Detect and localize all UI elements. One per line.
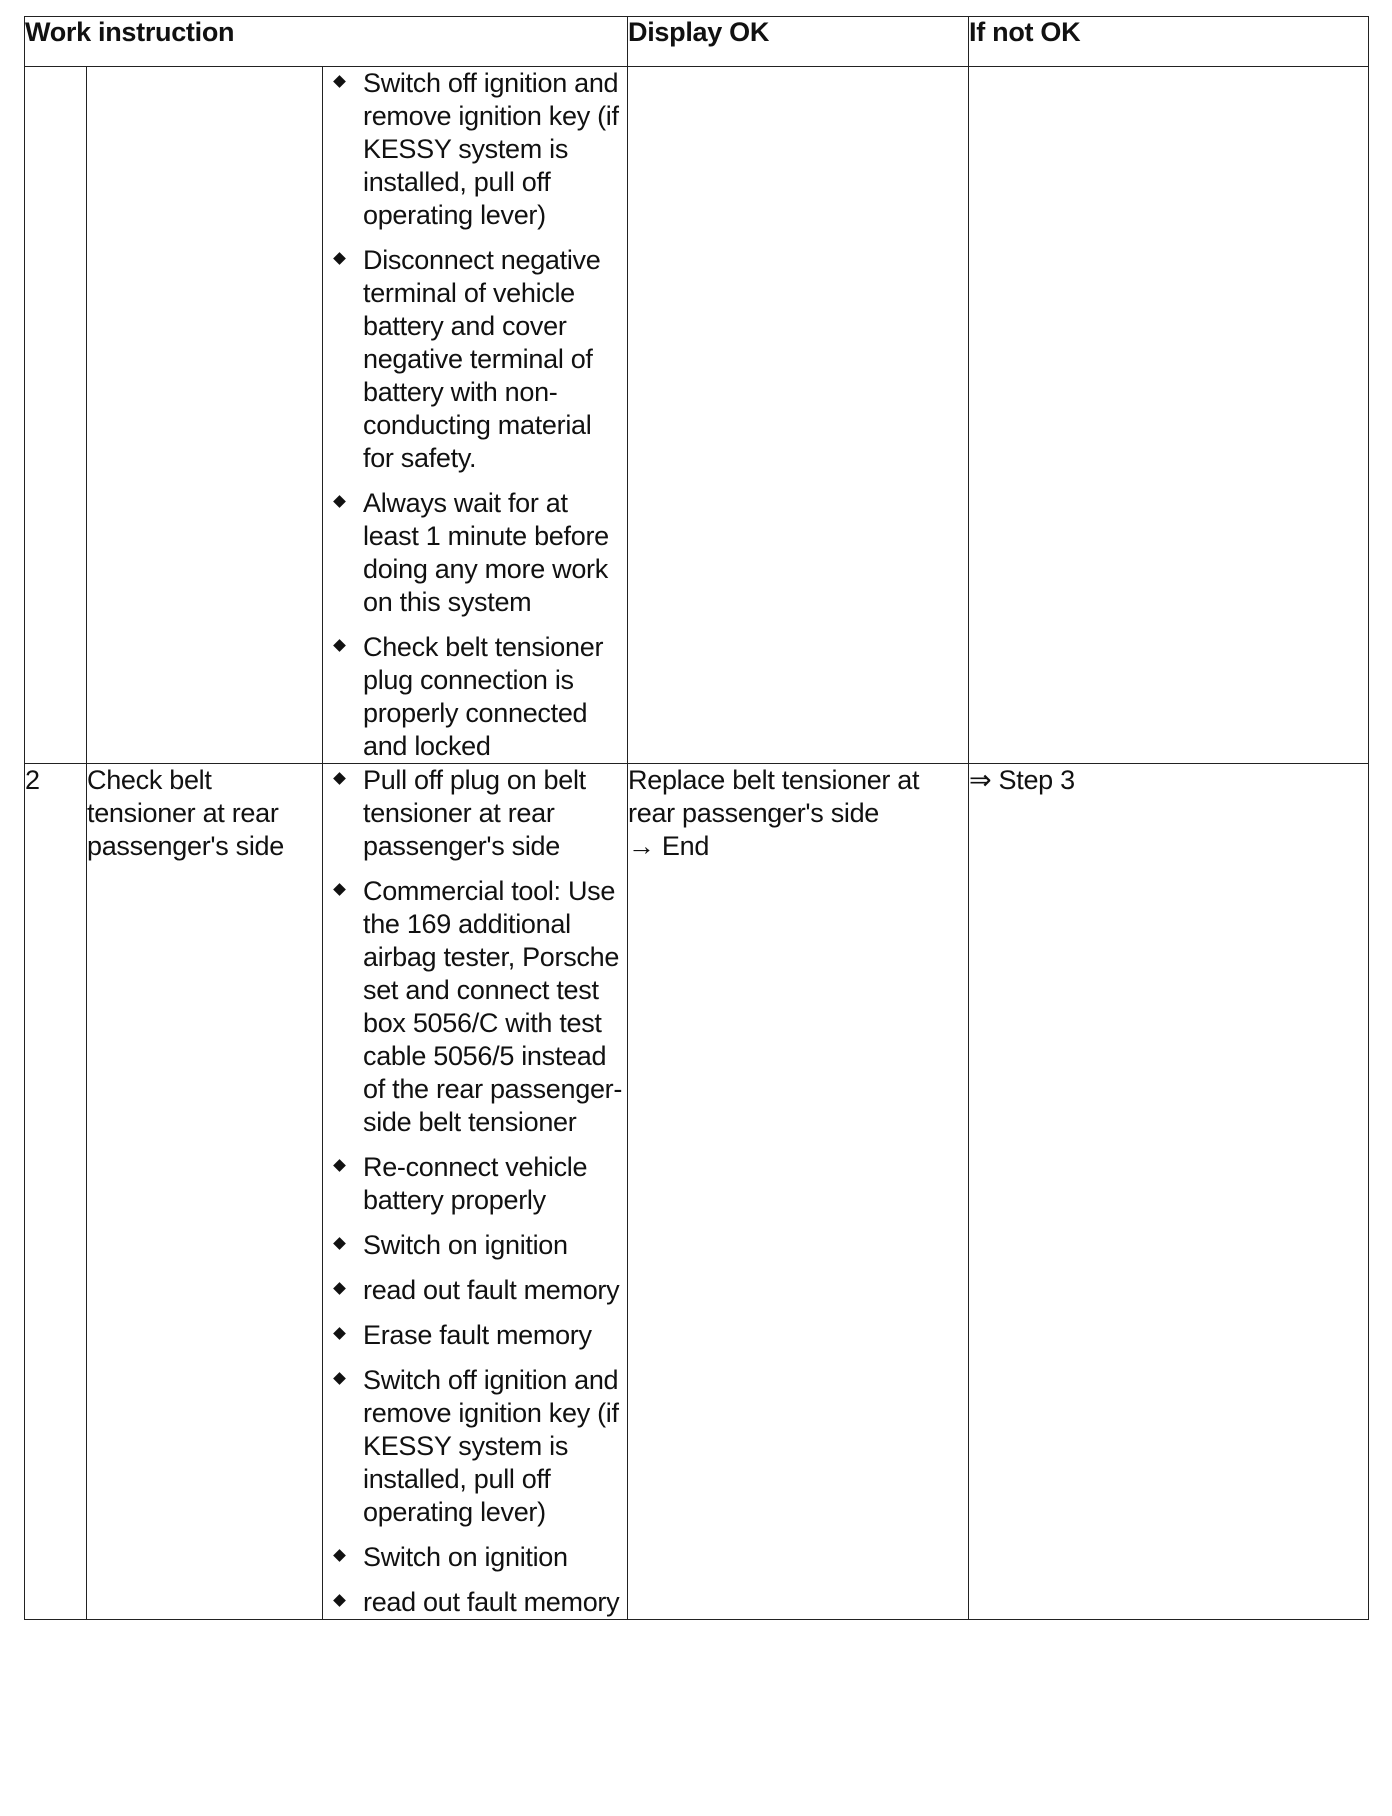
action-item: read out fault memory [323, 1274, 627, 1307]
action-item: Commercial tool: Use the 169 additional airbag tester, Porsche set and connect test box 5056/C with test cable 5056/5 instead of the rear passenger-side belt tensioner [323, 875, 627, 1139]
diamond-bullet-icon [333, 1327, 346, 1340]
action-item: Erase fault memory [323, 1319, 627, 1352]
diamond-bullet-icon [333, 1159, 346, 1172]
diamond-bullet-icon [333, 1372, 346, 1385]
action-item: Switch off ignition and remove ignition key (if KESSY system is installed, pull off operating lever) [323, 67, 627, 232]
action-item: Pull off plug on belt tensioner at rear passenger's side [323, 764, 627, 863]
diamond-bullet-icon [333, 883, 346, 896]
action-item: Switch on ignition [323, 1229, 627, 1262]
diamond-bullet-icon [333, 772, 346, 785]
step-number: 2 [25, 764, 87, 1620]
diamond-bullet-icon [333, 1282, 346, 1295]
diamond-bullet-icon [333, 495, 346, 508]
action-item: Always wait for at least 1 minute before doing any more work on this system [323, 487, 627, 619]
diamond-bullet-icon [333, 1549, 346, 1562]
step-title: Check belt tensioner at rear passenger's side [87, 764, 323, 1620]
if-not-ok-cell [969, 67, 1369, 764]
header-if-not-ok: If not OK [969, 17, 1369, 67]
action-item: Disconnect negative terminal of vehicle battery and cover negative terminal of battery with non-conducting material for safety. [323, 244, 627, 475]
header-work-instruction: Work instruction [25, 17, 628, 67]
work-instruction-table [24, 16, 1369, 1620]
table-header-row [25, 17, 1369, 67]
diamond-bullet-icon [333, 252, 346, 265]
diamond-bullet-icon [333, 1594, 346, 1607]
step-actions [323, 764, 628, 1620]
step-number [25, 67, 87, 764]
display-ok-cell [628, 764, 969, 1620]
table-row [25, 764, 1369, 1620]
display-ok-end: → End [628, 831, 710, 861]
diamond-bullet-icon [333, 75, 346, 88]
header-display-ok: Display OK [628, 17, 969, 67]
action-item: Re-connect vehicle battery properly [323, 1151, 627, 1217]
if-not-ok-cell: ⇒ Step 3 [969, 764, 1369, 1620]
action-item: Switch on ignition [323, 1541, 627, 1574]
table-row [25, 67, 1369, 764]
action-item: Check belt tensioner plug connection is properly connected and locked [323, 631, 627, 763]
diamond-bullet-icon [333, 1237, 346, 1250]
display-ok-text: Replace belt tensioner at rear passenger's side [628, 765, 920, 828]
display-ok-cell [628, 67, 969, 764]
step-actions [323, 67, 628, 764]
diamond-bullet-icon [333, 639, 346, 652]
action-item: read out fault memory [323, 1586, 627, 1619]
action-item: Switch off ignition and remove ignition key (if KESSY system is installed, pull off operating lever) [323, 1364, 627, 1529]
step-title [87, 67, 323, 764]
document-page [24, 16, 1368, 1620]
